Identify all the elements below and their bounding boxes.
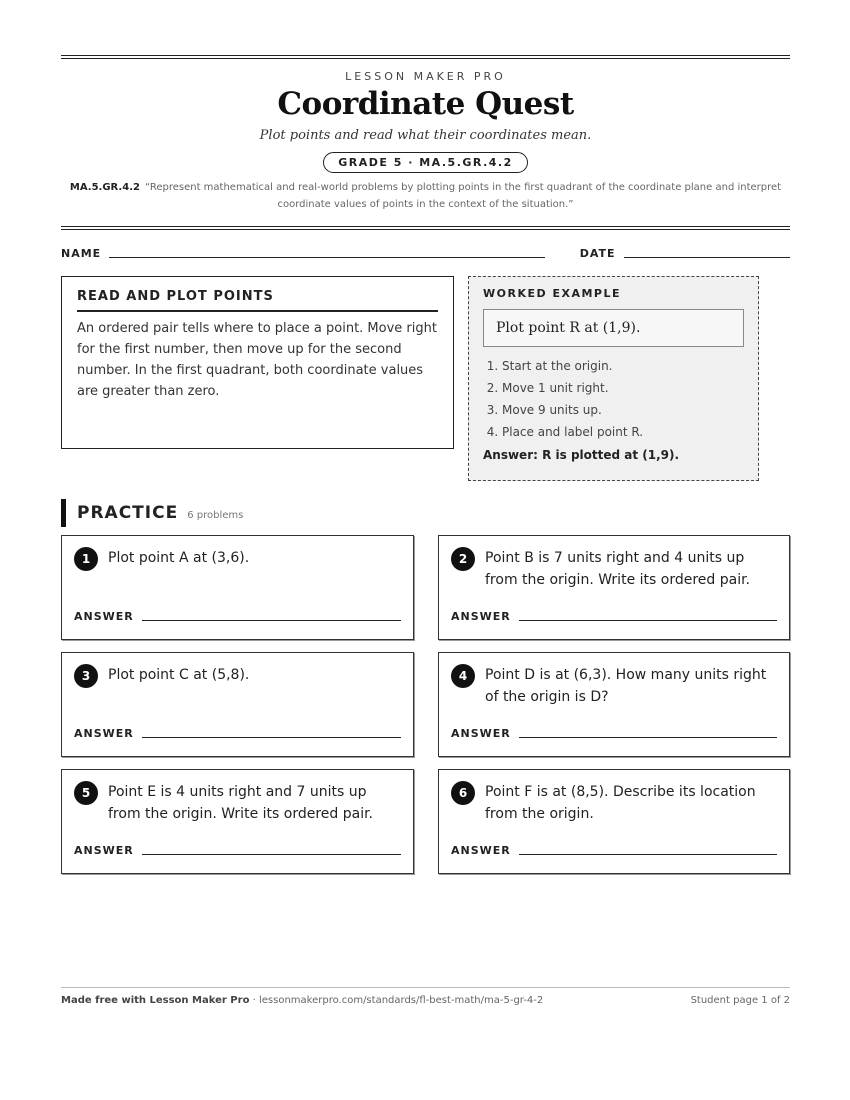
- answer-label: ANSWER: [451, 844, 511, 857]
- problem-card: [61, 652, 414, 757]
- problem-card: [61, 769, 414, 874]
- answer-label: ANSWER: [74, 727, 134, 740]
- name-label: NAME: [61, 247, 102, 260]
- problem-text: Point E is 4 units right and 7 units up from the origin. Write its ordered pair.: [108, 784, 374, 822]
- problem-number: 1: [74, 547, 98, 571]
- answer-row: [74, 610, 401, 623]
- answer-row: [74, 844, 401, 857]
- answer-row: [74, 727, 401, 740]
- worked-example-box: [468, 276, 759, 481]
- read-section-title: READ AND PLOT POINTS: [77, 289, 438, 312]
- answer-label: ANSWER: [451, 610, 511, 623]
- name-field-line[interactable]: [109, 256, 545, 258]
- answer-line[interactable]: [519, 620, 777, 621]
- brand-name: LESSON MAKER PRO: [345, 70, 506, 83]
- footer-made-with: Made free with Lesson Maker Pro: [61, 995, 250, 1006]
- problem-text: Point D is at (6,3). How many units right of the origin is D?: [485, 667, 767, 705]
- problem-card: [438, 535, 790, 640]
- standard-code: MA.5.GR.4.2: [69, 182, 140, 193]
- worked-example-step: 3. Move 9 units up.: [502, 399, 744, 421]
- answer-line[interactable]: [142, 737, 401, 738]
- worked-example-title: WORKED EXAMPLE: [483, 287, 621, 300]
- standard-text: “Represent mathematical and real-world problems by plotting points in the first quadrant of the coordinate plane and interpret coordinate values of points in the context of the situation.”: [144, 182, 782, 210]
- problem-text: Point B is 7 units right and 4 units up from the origin. Write its ordered pair.: [485, 550, 751, 588]
- answer-label: ANSWER: [74, 610, 134, 623]
- worked-example-step: 1. Start at the origin.: [502, 355, 744, 377]
- worked-example-step: 2. Move 1 unit right.: [502, 377, 744, 399]
- answer-row: [451, 610, 777, 623]
- read-section-body: An ordered pair tells where to place a point. Move right for the first number, then move up for the second number. In the first quadrant, both coordinate values are greater than zero.: [77, 321, 437, 399]
- problem-card: [438, 652, 790, 757]
- intro-row: [61, 276, 790, 481]
- answer-label: ANSWER: [74, 844, 134, 857]
- footer-page-number: Student page 1 of 2: [690, 995, 790, 1006]
- name-date-row: [61, 247, 790, 260]
- answer-line[interactable]: [142, 854, 401, 855]
- practice-title: PRACTICE: [77, 503, 179, 523]
- problem-text: Point F is at (8,5). Describe its location from the origin.: [485, 784, 756, 822]
- answer-line[interactable]: [142, 620, 401, 621]
- answer-row: [451, 727, 777, 740]
- footer-url[interactable]: · lessonmakerpro.com/standards/fl-best-math/ma-5-gr-4-2: [249, 995, 544, 1006]
- problem-number: 3: [74, 664, 98, 688]
- page-title: Coordinate Quest: [277, 86, 574, 122]
- problem-card: [61, 535, 414, 640]
- problem-card: [438, 769, 790, 874]
- date-field-line[interactable]: [624, 256, 790, 258]
- bottom-double-rule: [61, 226, 790, 230]
- grade-standard-badge: GRADE 5 · MA.5.GR.4.2: [323, 152, 528, 173]
- page-subtitle: Plot points and read what their coordinates mean.: [259, 128, 592, 143]
- standard-statement: [61, 179, 790, 213]
- date-label: DATE: [579, 247, 616, 260]
- top-double-rule: [61, 55, 790, 59]
- badge-wrap: [61, 151, 790, 173]
- practice-count: 6 problems: [187, 509, 244, 521]
- practice-grid: [61, 535, 790, 874]
- worked-example-steps: [483, 355, 744, 443]
- worked-example-step: 4. Place and label point R.: [502, 421, 744, 443]
- worked-example-answer: Answer: R is plotted at (1,9).: [483, 448, 680, 462]
- answer-line[interactable]: [519, 737, 777, 738]
- problem-text: Plot point C at (5,8).: [108, 667, 250, 683]
- answer-label: ANSWER: [451, 727, 511, 740]
- problem-number: 5: [74, 781, 98, 805]
- problem-number: 4: [451, 664, 475, 688]
- problem-number: 6: [451, 781, 475, 805]
- worked-example-prompt: Plot point R at (1,9).: [483, 309, 744, 347]
- footer-left: [61, 995, 543, 1006]
- problem-number: 2: [451, 547, 475, 571]
- problem-text: Plot point A at (3,6).: [108, 550, 250, 566]
- read-and-plot-box: [61, 276, 454, 449]
- answer-row: [451, 844, 777, 857]
- practice-header: [61, 499, 790, 527]
- answer-line[interactable]: [519, 854, 777, 855]
- worksheet-page: [61, 55, 790, 874]
- page-footer: [61, 987, 790, 1006]
- practice-accent-bar: [61, 499, 66, 527]
